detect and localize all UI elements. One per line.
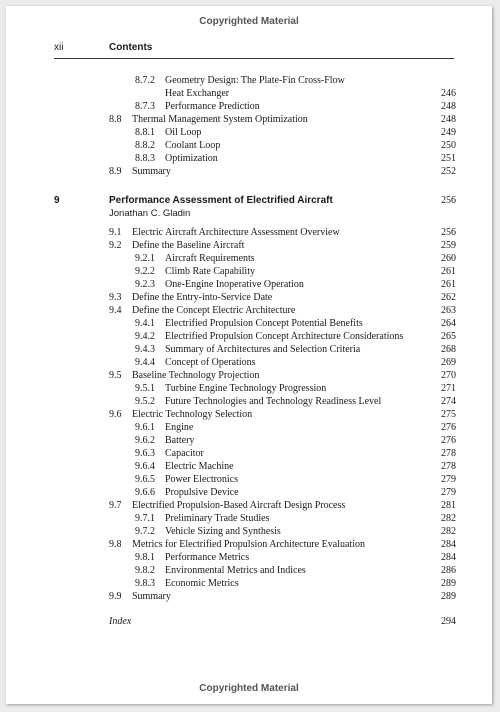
toc-section-row[interactable] — [6, 165, 492, 178]
toc-subsection-row[interactable] — [6, 87, 492, 100]
toc-entry-title: Future Technologies and Technology Readiness Level — [165, 396, 382, 407]
toc-entry-title: Engine — [165, 422, 194, 433]
toc-entry-number: 9.4.4 — [135, 357, 155, 368]
toc-entry-title: Electric Technology Selection — [132, 409, 253, 420]
chapter-gap — [6, 178, 492, 194]
toc-entry-page: 256 — [441, 227, 456, 238]
toc-entry-page: 269 — [441, 357, 456, 368]
toc-entry-title: Electrified Propulsion-Based Aircraft Design Process — [132, 500, 346, 511]
toc-entry-title: Battery — [165, 435, 195, 446]
toc-subsection-row[interactable] — [6, 74, 492, 87]
toc-entry-page: 274 — [441, 396, 456, 407]
toc-entry-page: 279 — [441, 474, 456, 485]
header-page-number: xii — [54, 42, 64, 53]
toc-entry-page: 270 — [441, 370, 456, 381]
chapter-author: Jonathan C. Gladin — [109, 208, 191, 219]
toc-entry-title: Metrics for Electrified Propulsion Architecture Evaluation — [132, 539, 365, 550]
toc-entry-number: 9.6.5 — [135, 474, 155, 485]
toc-entry-number: 9.5 — [109, 370, 122, 381]
toc-section-row[interactable] — [6, 538, 492, 551]
toc-entry-title: Summary — [132, 166, 171, 177]
toc-entry-page: 275 — [441, 409, 456, 420]
toc-entry-title: One-Engine Inoperative Operation — [165, 279, 304, 290]
toc-entry-title: Economic Metrics — [165, 578, 239, 589]
toc-entry-number: 9.6.6 — [135, 487, 155, 498]
index-entry[interactable] — [6, 615, 492, 628]
toc-entry-number: 9.6.4 — [135, 461, 155, 472]
running-header — [54, 42, 454, 56]
toc-entry-number: 8.8.3 — [135, 153, 155, 164]
toc-entry-number: 9.6.1 — [135, 422, 155, 433]
toc-entry-number: 8.8 — [109, 114, 122, 125]
toc-section-row[interactable] — [6, 304, 492, 317]
toc-section-row[interactable] — [6, 499, 492, 512]
toc-subsection-row[interactable] — [6, 577, 492, 590]
toc-entry-number: 9.2.2 — [135, 266, 155, 277]
toc-entry-page: 264 — [441, 318, 456, 329]
toc-entry-page: 268 — [441, 344, 456, 355]
toc-subsection-row[interactable] — [6, 126, 492, 139]
table-of-contents — [6, 74, 492, 628]
toc-subsection-row[interactable] — [6, 395, 492, 408]
toc-entry-title: Electrified Propulsion Concept Potential Benefits — [165, 318, 363, 329]
toc-block-chapter-9 — [6, 226, 492, 603]
toc-entry-title: Geometry Design: The Plate-Fin Cross-Flow — [165, 75, 345, 86]
toc-entry-number: 9.4 — [109, 305, 122, 316]
toc-entry-page: 284 — [441, 539, 456, 550]
toc-entry-page: 279 — [441, 487, 456, 498]
toc-entry-title: Define the Entry-into-Service Date — [132, 292, 273, 303]
toc-entry-number: 9.8.3 — [135, 578, 155, 589]
toc-entry-title: Coolant Loop — [165, 140, 221, 151]
toc-entry-title: Turbine Engine Technology Progression — [165, 383, 327, 394]
toc-entry-page: 282 — [441, 513, 456, 524]
book-page — [6, 6, 492, 704]
toc-subsection-row[interactable] — [6, 525, 492, 538]
toc-entry-title: Heat Exchanger — [165, 88, 230, 99]
toc-entry-page: 276 — [441, 435, 456, 446]
toc-entry-page: 265 — [441, 331, 456, 342]
toc-entry-page: 286 — [441, 565, 456, 576]
toc-entry-title: Concept of Operations — [165, 357, 256, 368]
toc-entry-number: 9.4.2 — [135, 331, 155, 342]
toc-entry-number: 9.5.2 — [135, 396, 155, 407]
toc-entry-title: Baseline Technology Projection — [132, 370, 260, 381]
toc-entry-title: Define the Concept Electric Architecture — [132, 305, 296, 316]
toc-entry-number: 8.9 — [109, 166, 122, 177]
toc-entry-title: Thermal Management System Optimization — [132, 114, 308, 125]
toc-block-chapter-8 — [6, 74, 492, 178]
toc-subsection-row[interactable] — [6, 139, 492, 152]
toc-subsection-row[interactable] — [6, 564, 492, 577]
chapter-page: 256 — [441, 195, 456, 206]
toc-entry-number: 9.1 — [109, 227, 122, 238]
toc-entry-page: 261 — [441, 279, 456, 290]
toc-entry-page: 248 — [441, 101, 456, 112]
toc-section-row[interactable] — [6, 291, 492, 304]
chapter-number: 9 — [54, 195, 60, 206]
toc-entry-title: Optimization — [165, 153, 218, 164]
toc-entry-page: 263 — [441, 305, 456, 316]
chapter-title: Performance Assessment of Electrified Aircraft — [109, 195, 333, 206]
toc-entry-number: 9.8 — [109, 539, 122, 550]
toc-subsection-row[interactable] — [6, 317, 492, 330]
toc-entry-page: 289 — [441, 578, 456, 589]
toc-subsection-row[interactable] — [6, 100, 492, 113]
toc-entry-title: Electric Aircraft Architecture Assessment Overview — [132, 227, 340, 238]
toc-section-row[interactable] — [6, 369, 492, 382]
toc-subsection-row[interactable] — [6, 343, 492, 356]
toc-entry-number: 9.6.3 — [135, 448, 155, 459]
toc-entry-number: 9.8.2 — [135, 565, 155, 576]
toc-entry-page: 252 — [441, 166, 456, 177]
toc-entry-page: 262 — [441, 292, 456, 303]
toc-entry-number: 9.3 — [109, 292, 122, 303]
toc-entry-number: 9.7.2 — [135, 526, 155, 537]
toc-entry-title: Power Electronics — [165, 474, 239, 485]
toc-subsection-row[interactable] — [6, 434, 492, 447]
toc-entry-number: 9.2.1 — [135, 253, 155, 264]
toc-entry-title: Define the Baseline Aircraft — [132, 240, 245, 251]
toc-entry-page: 251 — [441, 153, 456, 164]
toc-entry-page: 249 — [441, 127, 456, 138]
watermark-bottom: Copyrighted Material — [199, 683, 299, 694]
toc-entry-page: 278 — [441, 461, 456, 472]
index-page: 294 — [441, 616, 456, 627]
toc-entry-title: Electrified Propulsion Concept Architecture Considerations — [165, 331, 404, 342]
toc-subsection-row[interactable] — [6, 551, 492, 564]
toc-subsection-row[interactable] — [6, 460, 492, 473]
toc-entry-page: 248 — [441, 114, 456, 125]
toc-entry-title: Summary of Architectures and Selection Criteria — [165, 344, 361, 355]
toc-entry-number: 9.7.1 — [135, 513, 155, 524]
toc-entry-page: 282 — [441, 526, 456, 537]
toc-entry-title: Aircraft Requirements — [165, 253, 255, 264]
toc-subsection-row[interactable] — [6, 512, 492, 525]
toc-section-row[interactable] — [6, 408, 492, 421]
toc-entry-number: 9.6 — [109, 409, 122, 420]
toc-subsection-row[interactable] — [6, 382, 492, 395]
toc-entry-title: Propulsive Device — [165, 487, 239, 498]
toc-entry-page: 289 — [441, 591, 456, 602]
toc-entry-title: Preliminary Trade Studies — [165, 513, 270, 524]
toc-entry-page: 278 — [441, 448, 456, 459]
toc-subsection-row[interactable] — [6, 152, 492, 165]
toc-entry-page: 261 — [441, 266, 456, 277]
toc-subsection-row[interactable] — [6, 278, 492, 291]
toc-subsection-row[interactable] — [6, 473, 492, 486]
toc-subsection-row[interactable] — [6, 421, 492, 434]
toc-section-row[interactable] — [6, 590, 492, 603]
toc-entry-number: 9.9 — [109, 591, 122, 602]
toc-entry-page: 271 — [441, 383, 456, 394]
toc-entry-title: Environmental Metrics and Indices — [165, 565, 306, 576]
toc-entry-number: 9.6.2 — [135, 435, 155, 446]
toc-subsection-row[interactable] — [6, 486, 492, 499]
toc-subsection-row[interactable] — [6, 252, 492, 265]
watermark-top: Copyrighted Material — [199, 16, 299, 27]
toc-entry-title: Vehicle Sizing and Synthesis — [165, 526, 281, 537]
chapter-author-row — [6, 207, 492, 220]
toc-entry-number: 8.8.1 — [135, 127, 155, 138]
toc-entry-number: 8.7.2 — [135, 75, 155, 86]
toc-subsection-row[interactable] — [6, 356, 492, 369]
toc-entry-page: 281 — [441, 500, 456, 511]
toc-entry-number: 9.8.1 — [135, 552, 155, 563]
toc-entry-number: 9.7 — [109, 500, 122, 511]
toc-entry-number: 9.4.3 — [135, 344, 155, 355]
toc-section-row[interactable] — [6, 239, 492, 252]
toc-entry-number: 9.2.3 — [135, 279, 155, 290]
toc-entry-title: Climb Rate Capability — [165, 266, 255, 277]
toc-section-row[interactable] — [6, 113, 492, 126]
toc-entry-title: Electric Machine — [165, 461, 234, 472]
toc-subsection-row[interactable] — [6, 330, 492, 343]
toc-entry-page: 259 — [441, 240, 456, 251]
toc-entry-number: 8.8.2 — [135, 140, 155, 151]
toc-entry-page: 260 — [441, 253, 456, 264]
toc-section-row[interactable] — [6, 226, 492, 239]
toc-entry-title: Performance Metrics — [165, 552, 250, 563]
toc-entry-title: Performance Prediction — [165, 101, 260, 112]
header-title: Contents — [109, 42, 153, 53]
toc-subsection-row[interactable] — [6, 265, 492, 278]
toc-entry-title: Summary — [132, 591, 171, 602]
toc-entry-number: 9.2 — [109, 240, 122, 251]
toc-entry-page: 246 — [441, 88, 456, 99]
toc-entry-page: 250 — [441, 140, 456, 151]
toc-entry-title: Oil Loop — [165, 127, 202, 138]
index-label: Index — [109, 616, 132, 627]
toc-entry-page: 276 — [441, 422, 456, 433]
toc-entry-number: 8.7.3 — [135, 101, 155, 112]
toc-subsection-row[interactable] — [6, 447, 492, 460]
toc-entry-number: 9.4.1 — [135, 318, 155, 329]
toc-entry-page: 284 — [441, 552, 456, 563]
toc-entry-number: 9.5.1 — [135, 383, 155, 394]
chapter-heading[interactable] — [6, 194, 492, 207]
header-rule — [54, 58, 454, 59]
toc-entry-title: Capacitor — [165, 448, 204, 459]
